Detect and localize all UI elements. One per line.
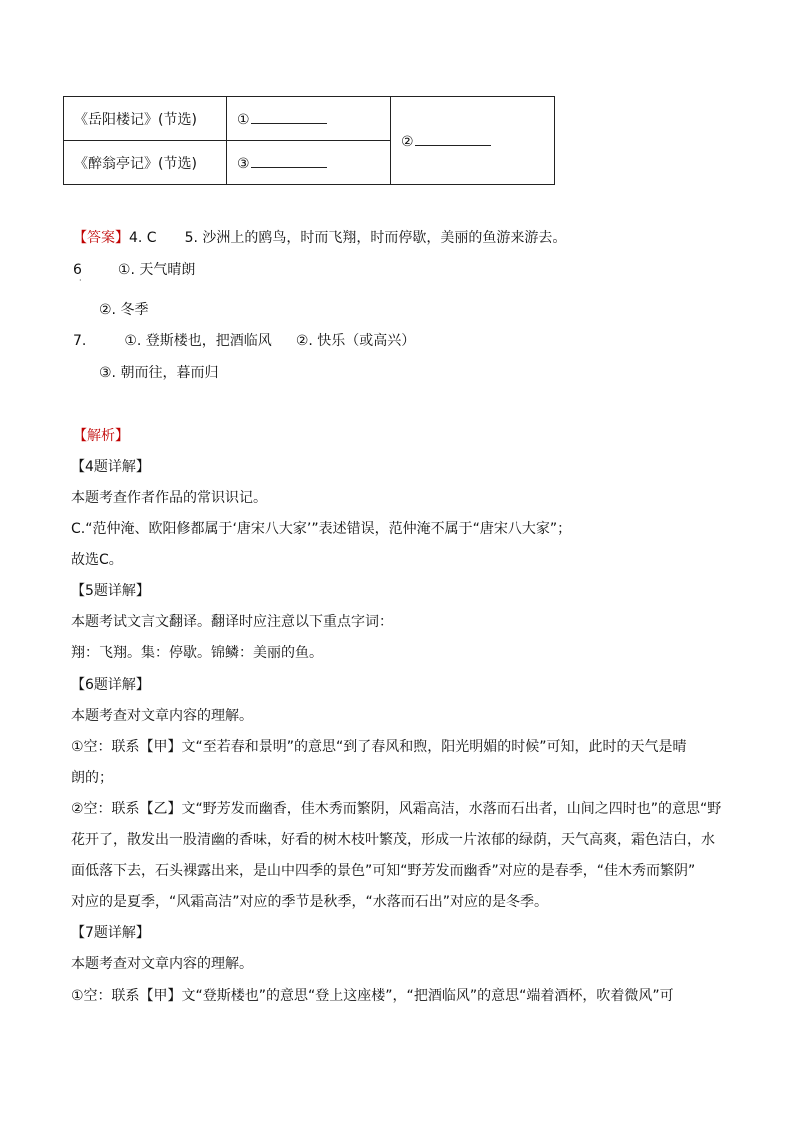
answer-q7-number: 7. — [73, 333, 87, 349]
cell-title-zuiwengting: 《醉翁亭记》(节选) — [74, 155, 197, 172]
table-cell — [227, 97, 391, 141]
section-6-line-3: 朗的； — [71, 770, 113, 786]
section-7-line-1: 本题考查对文章内容的理解。 — [71, 956, 253, 972]
answer-line — [73, 227, 566, 247]
answer-q6-a1: ①. 天气晴朗 — [117, 262, 196, 278]
section-6-line-7: 对应的是夏季，“风霜高洁”对应的季节是秋季，“水落而石出”对应的是冬季。 — [71, 894, 549, 910]
answer-q5: 5. 沙洲上的鸥鸟，时而飞翔，时而停歇，美丽的鱼游来游去。 — [184, 230, 567, 246]
section-4-line-2: C.“范仲淹、欧阳修都属于‘唐宋八大家’”表述错误，范仲淹不属于“唐宋八大家”； — [71, 521, 572, 537]
section-7-line-2: ①空：联系【甲】文“登斯楼也”的意思“登上这座楼”，“把酒临风”的意思“端着酒杯，吹着微风”可 — [71, 988, 674, 1004]
section-4-title: 【4题详解】 — [71, 459, 150, 475]
section-4-line-3: 故选C。 — [71, 552, 123, 568]
blank-line-3 — [251, 153, 327, 168]
table-cell — [227, 141, 391, 185]
section-6-line-6: 面低落下去，石头裸露出来，是山中四季的景色”可知“野芳发而幽香”对应的是春季，“佳木秀而繁阴” — [71, 863, 696, 879]
section-6-line-4: ②空：联系【乙】文“野芳发而幽香，佳木秀而繁阴，风霜高洁，水落而石出者，山间之四时也”的意思“野 — [71, 801, 722, 817]
section-4-line-1: 本题考查作者作品的常识识记。 — [71, 490, 267, 506]
section-5-title: 【5题详解】 — [71, 583, 150, 599]
answer-q7-line — [73, 330, 415, 350]
blank-mark-3: ③ — [237, 156, 250, 172]
answer-q7-a1: ①. 登斯楼也，把酒临风 — [124, 333, 272, 349]
blank-mark-2: ② — [401, 134, 414, 150]
section-6-line-2: ①空：联系【甲】文“至若春和景明”的意思“到了春风和煦，阳光明媚的时候”可知，此时的天气是晴 — [71, 739, 687, 755]
table-cell — [64, 97, 227, 141]
table-cell-merged — [391, 97, 555, 185]
section-6-line-1: 本题考查对文章内容的理解。 — [71, 708, 253, 724]
answer-q7-a3: ③. 朝而往，暮而归 — [99, 365, 219, 381]
answer-label: 【答案】 — [73, 230, 129, 246]
table-cell — [64, 141, 227, 185]
answer-q4: 4. C — [129, 230, 157, 246]
stray-dot: · — [79, 276, 82, 285]
answer-table — [63, 96, 555, 185]
answer-q6-number: 6 — [73, 262, 82, 278]
blank-line-1 — [251, 109, 327, 124]
answer-q7-a2: ②. 快乐（或高兴） — [295, 333, 416, 349]
section-5-line-1: 本题考试文言文翻译。翻译时应注意以下重点字词： — [71, 614, 393, 630]
section-7-title: 【7题详解】 — [71, 925, 150, 941]
blank-line-2 — [415, 131, 491, 146]
section-6-title: 【6题详解】 — [71, 677, 150, 693]
answer-q6-line — [73, 259, 195, 279]
analysis-label: 【解析】 — [73, 428, 129, 444]
cell-title-yueyanglou: 《岳阳楼记》(节选) — [74, 111, 197, 128]
blank-mark-1: ① — [237, 112, 250, 128]
section-6-line-5: 花开了，散发出一股清幽的香味，好看的树木枝叶繁茂，形成一片浓郁的绿荫，天气高爽，霜色洁白，水 — [71, 832, 715, 848]
answer-q6-a2: ②. 冬季 — [99, 302, 149, 318]
section-5-line-2: 翔：飞翔。集：停歇。锦鳞：美丽的鱼。 — [71, 645, 323, 661]
